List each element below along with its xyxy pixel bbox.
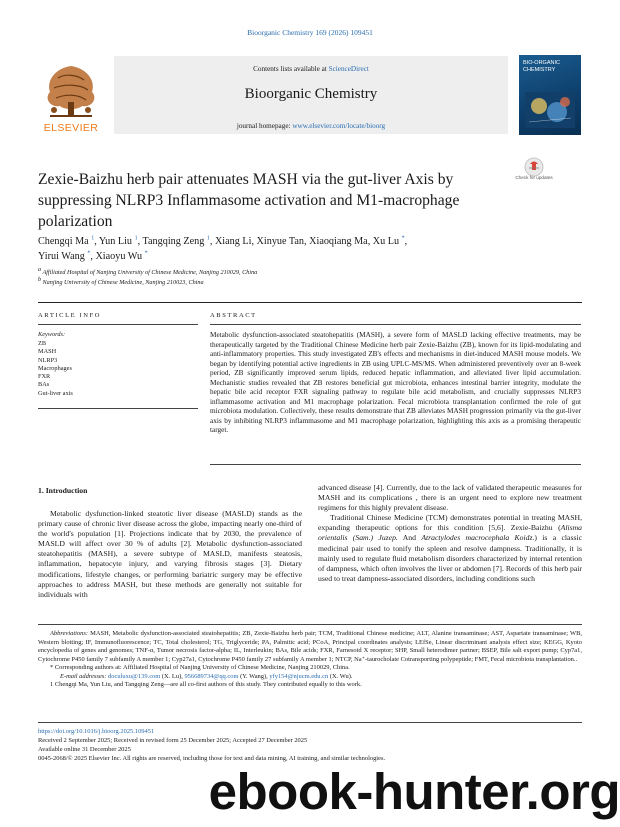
author[interactable]: Chengqi Ma $^1$ — [38, 235, 95, 247]
body-column-right — [318, 483, 582, 584]
divider — [38, 324, 198, 325]
abstract-text: Metabolic dysfunction-associated steatohepatitis (MASH), a severe form of MASLD lacking effective treatments, may be therapeutically targeted by the Traditional Chinese Medicine herb pair Zexie-Baizhu (ZB), known for its lipid-modulating and anti-inflammatory properties. This study investigated ZB's effects and mechanisms in diet-induced MASH mouse models. We began by identifying potential active ingredients in ZB using UPLC-MS/MS. When administered preventively over an 8-week period, ZB significantly improved serum lipids, reduced hepatic inflammation, and alleviated liver lipid accumulation. Mechanistic studies revealed that ZB restores beneficial gut microbiota, enhances intestinal barrier integrity, modulate the hepatic bile acid receptor FXR signaling pathway to regulate bile acid metabolism, and crucially suppresses NLRP3 inflammasome activation and M1 macrophage polarization. Fecal microbiota transplantation confirmed the role of gut microbiota modulation. Collectively, these results demonstrate that ZB alleviates MASH progression primarily via the gut-liver axis by inhibiting NLRP3 inflammasome and M1 macrophage polarization, highlighting this axis as a promising therapeutic target. — [210, 331, 581, 434]
divider — [38, 408, 198, 409]
divider — [210, 464, 581, 465]
keyword: ZB — [38, 340, 47, 347]
section-heading-introduction: 1. Introduction — [38, 486, 88, 495]
journal-cover-title: BIO-ORGANIC CHEMISTRY — [523, 60, 560, 73]
paragraph: Traditional Chinese Medicine (TCM) demonstrates potential in treating MASH, expanding therapeutic options for this condition [5,6]. Zexie-Baizhu (Alisma orientalis (Sam.) Juzep. And Atractylodes macrocephala Koidz.) is a classic medicinal pair used to tonify the spleen and resolve dampness. Traditionally, it is mainly used to regulate fluid metabolism disorders characterized by internal retention of dampness, which often involves the liver or abdomen [7]. Records of this herb pair used to treat dampness-associated disorders, including conditions such — [318, 513, 582, 583]
author[interactable]: Xiaoyu Wu * — [95, 250, 148, 262]
abstract-heading: ABSTRACT — [210, 312, 257, 319]
keyword: Gut-liver axis — [38, 389, 73, 397]
sciencedirect-link[interactable]: ScienceDirect — [328, 65, 369, 73]
article-info-heading: ARTICLE INFO — [38, 312, 102, 319]
body-column-left — [38, 509, 302, 600]
divider — [38, 722, 582, 723]
journal-cover-art-icon — [525, 92, 575, 128]
footnotes — [38, 630, 582, 690]
available-online-date: Available online 31 December 2025 — [38, 746, 131, 753]
corresponding-author-footnote: * Corresponding authors at: Affiliated Hospital of Nanjing University of Chinese Medicine, Nanjing 210029, China. — [50, 664, 350, 672]
affiliation-a: $^a$ Affiliated Hospital of Nanjing University of Chinese Medicine, Nanjing 210029, China — [38, 266, 258, 276]
doi-link[interactable]: https://doi.org/10.1016/j.bioorg.2025.109451 — [38, 728, 155, 735]
copyright-line: 0045-2068/© 2025 Elsevier Inc. All rights are reserved, including those for text and data mining, AI training, and similar technologies. — [38, 755, 386, 762]
homepage-prefix: journal homepage: — [236, 122, 293, 130]
keyword: MASH — [38, 348, 57, 356]
email-link[interactable]: 956689734@qq.com — [184, 672, 239, 680]
author[interactable]: Yirui Wang * — [38, 250, 91, 262]
email-link[interactable]: yfy154@njucm.edu.cn — [269, 672, 329, 680]
journal-reference-link[interactable]: Bioorganic Chemistry 169 (2026) 109451 — [247, 28, 373, 37]
keyword-list — [38, 340, 73, 398]
keyword: FXR — [38, 373, 51, 381]
elsevier-wordmark: ELSEVIER — [43, 122, 99, 134]
received-dates: Received 2 September 2025; Received in revised form 25 December 2025; Accepted 27 December 2025 — [38, 737, 308, 744]
author[interactable]: Xiaoqiang Ma — [309, 236, 368, 247]
author[interactable]: Xinyue Tan — [256, 236, 305, 247]
divider — [210, 324, 581, 325]
paragraph: advanced disease [4]. Currently, due to the lack of validated therapeutic measures for MASH and its complications , there is an urgent need to explore new treatment regimens for this highly prevalent disease. — [318, 483, 582, 513]
author[interactable]: Xu Lu * — [372, 235, 405, 247]
paragraph: Metabolic dysfunction-linked steatotic liver disease (MASLD) stands as the primary cause of chronic liver disease across the globe, impacting nearly one-third of the world's population [1]. Projections indicate that by 2030, the prevalence of MASLD will affect over 30 % of adults [2]. Metabolic dysfunction-associated steatohepatitis (MASH), a severe subtype of MASLD, manifests steatosis, inflammation, hepatocyte injury, and varying fibrosis stages [3]. Dietary modifications, lifestyle changes, or performing bariatric surgery may be effective approaches to address MASH, but these methods are generally not suitable for individuals with — [38, 509, 302, 599]
email-link[interactable]: doculuxu@139.com — [108, 672, 161, 680]
check-for-updates-label[interactable]: Check for updates — [515, 175, 553, 180]
cofirst-author-footnote: 1 Chengqi Ma, Yun Liu, and Tangqing Zeng—are all co-first authors of this study. They contributed equally to this work. — [50, 681, 362, 689]
author-list: Chengqi Ma $^1$, Yun Liu $^1$, Tangqing Zeng $^1$, Xiang Li, Xinyue Tan, Xiaoqiang Ma, Xu Lu *, Yirui Wang *, Xiaoyu Wu * — [38, 235, 408, 262]
homepage-line — [114, 122, 508, 130]
divider — [38, 302, 582, 303]
journal-name: Bioorganic Chemistry — [244, 86, 378, 102]
homepage-link[interactable]: www.elsevier.com/locate/bioorg — [292, 122, 386, 130]
footnote-divider — [38, 624, 582, 625]
keyword: NLRP3 — [38, 356, 58, 364]
article-title: Zexie-Baizhu herb pair attenuates MASH via the gut-liver Axis by suppressing NLRP3 Inflammasome activation and M1-macrophage polarization — [38, 171, 460, 230]
author[interactable]: Yun Liu $^1$ — [98, 235, 138, 247]
author[interactable]: Xiang Li — [214, 236, 252, 247]
abbreviations-footnote: Abbreviations: MASH, Metabolic dysfunction-associated steatohepatitis; ZB, Zexie-Baizhu herb pair; TCM, Traditional Chinese medicine; ALT, Alanine transaminase; AST, Aspartate transaminase; WB, Western blotting; IF, Immunofluorescence; TC, Total cholesterol; TG, Triglyceride; PA, Palmitic acid; PCoA, Principal coordinates analysis; LEfSe, Linear discriminant analysis effect size; KEGG, Kyoto encyclopedia of genes and genomes; TNF-α, Tumor necrosis factor-alpha; IL, Interleukin; BAs, Bile acids; FXR, Farnesoid X receptor; SHP, Small heterodimer partner; BSEP, Bile salt export pump; Cyp7a1, Cytochrome P450 family 7 subfamily A member 1; Cyp27a1, Cytochrome P450 family 27 subfamily A member 1; NTCP, Na⁺-taurocholate Cotransporting polypeptide; FMT, Fecal microbiota transplantation.. — [38, 630, 582, 663]
author[interactable]: Tangqing Zeng $^1$ — [142, 235, 210, 247]
keywords-label: Keywords: — [38, 331, 66, 338]
check-for-updates-icon[interactable] — [519, 156, 549, 186]
keyword: Macrophages — [38, 364, 72, 372]
watermark: ebook-hunter.org — [208, 763, 620, 820]
email-footnote: E-mail addresses: doculuxu@139.com (X. Lu), 956689734@qq.com (Y. Wang), yfy154@njucm.edu.cn (X. Wu). — [60, 672, 353, 680]
contents-prefix: Contents lists available at — [253, 65, 329, 73]
affiliation-b: $^b$ Nanjing University of Chinese Medicine, Nanjing 210023, China — [38, 276, 204, 286]
keyword: BAs — [38, 381, 50, 389]
contents-line — [114, 65, 508, 73]
